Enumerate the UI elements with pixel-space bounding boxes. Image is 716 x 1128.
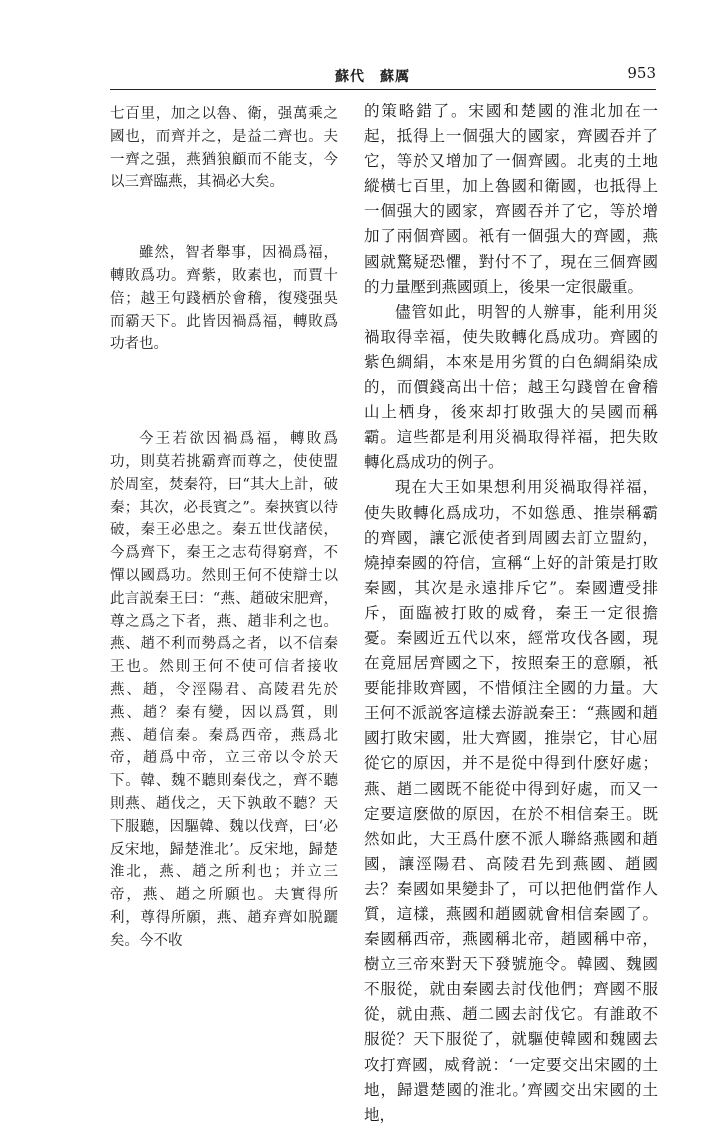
original-paragraph-1: 七百里，加之以魯、衛，强萬乘之國也，而齊并之，是益二齊也。夫一齊之强，燕猶狼顧而不能支，今以三齊臨燕，其禍必大矣。 [110,106,338,191]
running-head: 蘇代 蘇厲 [335,69,410,85]
original-paragraph-2: 雖然，智者舉事，因禍爲福，轉敗爲功。齊紫，敗素也，而賈十倍；越王句踐栖於會稽，復殘强吳而霸天下。此皆因禍爲福，轉敗爲功者也。 [110,245,338,353]
header-rule [110,89,656,90]
translation-paragraph-3: 現在大王如果想利用災禍取得祥福，使失敗轉化爲成功，不如慫恿、推崇稱霸的齊國，讓它派使者到周國去訂立盟約，燒掉秦國的符信，宣稱“上好的計策是打敗秦國，其次是永遠排斥它”。秦國遭受排斥，面臨被打敗的威脅，秦王一定很擔憂。秦國近五代以來，經常攻伐各國，現在竟屈居齊國之下，按照秦王的意願，衹要能排敗齊國，不惜傾注全國的力量。大王何不派説客這樣去游説秦王：“燕國和趙國打敗宋國，壯大齊國，推崇它，甘心屈從它的原因，并不是從中得到什麽好處；燕、趙二國既不能從中得到好處，而又一定要這麽做的原因，在於不相信秦王。既然如此，大王爲什麽不派人聯絡燕國和趙國，讓涇陽君、高陵君先到燕國、趙國去？秦國如果變卦了，可以把他們當作人質，這樣，燕國和趙國就會相信秦國了。秦國稱西帝，燕國稱北帝，趙國稱中帝，樹立三帝來對天下發號施令。韓國、魏國不服從，就由秦國去討伐他們；齊國不服從，就由燕、趙二國去討伐它。有誰敢不服從？天下服從了，就驅使韓國和魏國去攻打齊國，威脅説：‘一定要交出宋國的土地，歸還楚國的淮北。’齊國交出宋國的土地， [364,478,658,1124]
page-number: 953 [627,64,656,82]
translation-paragraph-2: 儘管如此，明智的人辦事，能利用災禍取得幸福，使失敗轉化爲成功。齊國的紫色綢絹，本來是用劣質的白色綢絹染成的，而價錢高出十倍；越王勾踐曾在會稽山上栖身，後來却打敗强大的吴國而稱霸。這些都是利用災禍取得祥福，把失敗轉化爲成功的例子。 [364,302,658,472]
original-text-column [110,103,338,953]
translation-column [364,99,658,1128]
original-paragraph-3: 今王若欲因禍爲福，轉敗爲功，則莫若挑霸齊而尊之，使使盟於周室，焚秦符，曰“其大上計，破秦；其次，必長賓之”。秦挾賓以待破，秦王必患之。秦五世伐諸侯，今爲齊下，秦王之志苟得窮齊，不憚以國爲功。然則王何不使辯士以此言説秦王曰：“燕、趙破宋肥齊，尊之爲之下者，燕、趙非利之也。燕、趙不利而勢爲之者，以不信秦王也。然則王何不使可信者接收燕、趙，令涇陽君、高陵君先於燕、趙？秦有變，因以爲質，則燕、趙信秦。秦爲西帝，燕爲北帝，趙爲中帝，立三帝以令於天下。韓、魏不聽則秦伐之，齊不聽則燕、趙伐之，天下孰敢不聽？天下服聽，因驅韓、魏以伐齊，曰‘必反宋地，歸楚淮北’。反宋地，歸楚淮北，燕、趙之所利也；并立三帝，燕、趙之所願也。夫實得所利，尊得所願，燕、趙弃齊如脱躧矣。今不收 [110,431,338,949]
page-header [110,60,656,90]
translation-paragraph-1: 的策略錯了。宋國和楚國的淮北加在一起，抵得上一個强大的國家，齊國吞并了它，等於又增加了一個齊國。北夷的土地縱橫七百里，加上魯國和衛國，也抵得上一個强大的國家，齊國吞并了它，等於增加了兩個齊國。衹有一個强大的齊國，燕國就驚疑恐懼，對付不了，現在三個齊國的力量壓到燕國頭上，後果一定很嚴重。 [364,102,658,296]
